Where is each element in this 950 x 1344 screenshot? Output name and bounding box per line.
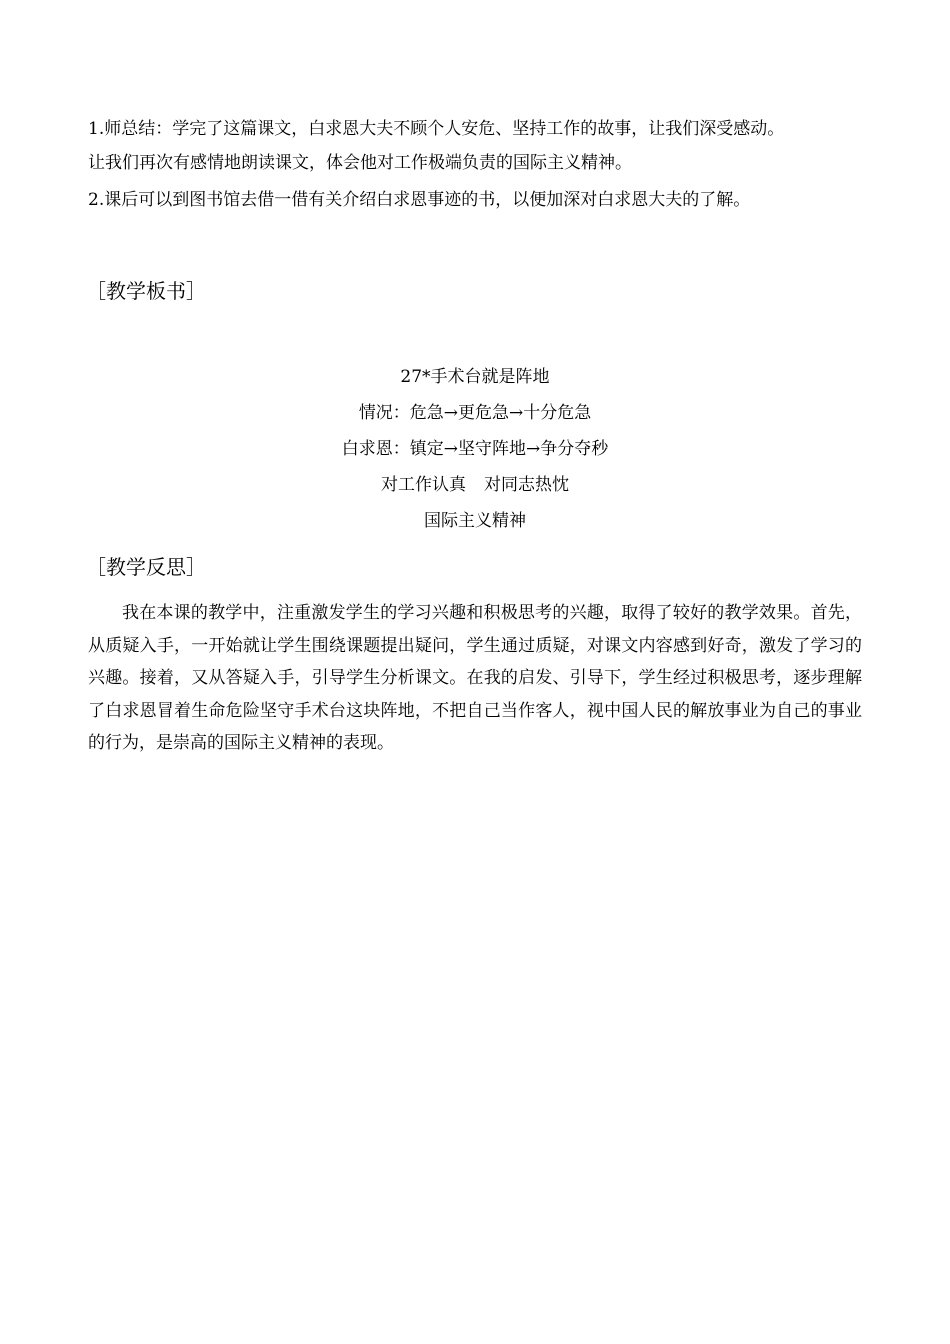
reflection-heading: ［教学反思］ xyxy=(86,555,206,579)
summary-line-3: 2.课后可以到图书馆去借一借有关介绍白求恩事迹的书，以便加深对白求恩大夫的了解。 xyxy=(88,190,751,210)
reflection-paragraph: 我在本课的教学中，注重激发学生的学习兴趣和积极思考的兴趣，取得了较好的教学效果。首先，从质疑入手，一开始就让学生围绕课题提出疑问，学生通过质疑，对课文内容感到好奇，激发了学习的兴趣。接着，又从答疑入手，引导学生分析课文。在我的启发、引导下，学生经过积极思考，逐步理解了白求恩冒着生命危险坚守手术台这块阵地，不把自己当作客人，视中国人民的解放事业为自己的事业的行为，是崇高的国际主义精神的表现。 xyxy=(88,603,862,753)
summary-line-1: 1.师总结：学完了这篇课文，白求恩大夫不顾个人安危、坚持工作的故事，让我们深受感动。 xyxy=(88,119,785,139)
board-bethune: 白求恩：镇定→坚守阵地→争分夺秒 xyxy=(341,439,609,459)
board-attitude-left: 对工作认真 xyxy=(381,475,466,495)
board-heading: ［教学板书］ xyxy=(86,279,206,303)
board-situation: 情况：危急→更危急→十分危急 xyxy=(358,403,592,423)
board-attitude-right: 对同志热忱 xyxy=(484,475,569,495)
board-attitude xyxy=(0,470,950,495)
board-title: 27*手术台就是阵地 xyxy=(400,367,550,387)
summary-line-2: 让我们再次有感情地朗读课文，体会他对工作极端负责的国际主义精神。 xyxy=(88,153,632,173)
board-spirit: 国际主义精神 xyxy=(424,511,526,531)
